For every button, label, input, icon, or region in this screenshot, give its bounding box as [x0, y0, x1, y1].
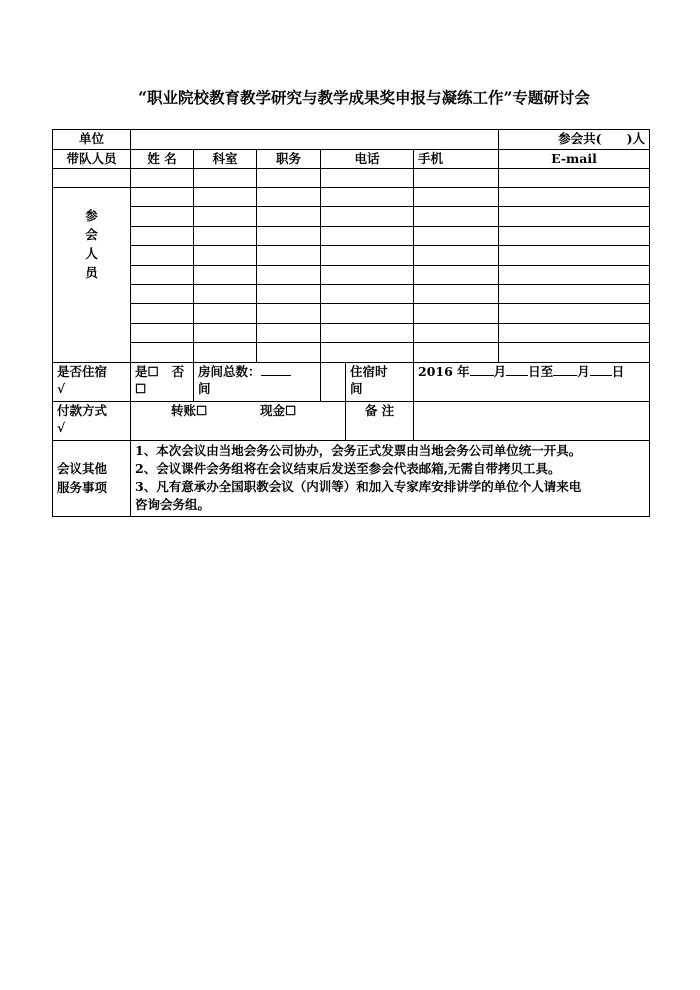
attendee-row [53, 323, 650, 342]
attendee-email-cell[interactable] [499, 284, 650, 303]
attendee-position-cell[interactable] [257, 323, 321, 342]
col-phone-header: 电话 [321, 150, 414, 169]
attendee-name-cell[interactable] [131, 207, 194, 226]
attendee-mobile-cell[interactable] [414, 304, 499, 323]
services-notes [131, 440, 650, 516]
lodging-time-label: 住宿时 间 [346, 362, 414, 401]
attendee-phone-cell[interactable] [321, 323, 414, 342]
leader-entry-row [53, 169, 650, 188]
attendee-mobile-cell[interactable] [414, 323, 499, 342]
attendee-email-cell[interactable] [499, 323, 650, 342]
leader-name-cell[interactable] [131, 169, 194, 188]
attendee-position-cell[interactable] [257, 188, 321, 207]
attendee-dept-cell[interactable] [194, 207, 257, 226]
attendee-email-cell[interactable] [499, 207, 650, 226]
cash-checkbox[interactable]: 现金☐ [259, 402, 297, 418]
attendee-phone-cell[interactable] [321, 304, 414, 323]
day2-label: 日 [611, 363, 625, 379]
day2-blank[interactable] [590, 363, 612, 376]
room-count-cell[interactable] [194, 362, 321, 401]
attendee-position-cell[interactable] [257, 207, 321, 226]
month2-label: 月 [577, 363, 590, 379]
day-blank[interactable] [506, 363, 528, 376]
leader-phone-cell[interactable] [321, 169, 414, 188]
attendee-dept-cell[interactable] [194, 284, 257, 303]
attendee-mobile-cell[interactable] [414, 226, 499, 245]
payment-label: 付款方式 √ [53, 401, 131, 440]
attendee-name-cell[interactable] [131, 265, 194, 284]
attendee-count-label[interactable]: 参会共( )人 [499, 130, 650, 150]
col-mobile-header: 手机 [414, 150, 499, 169]
attendee-row [53, 188, 650, 207]
attendee-email-cell[interactable] [499, 226, 650, 245]
month-blank[interactable] [470, 363, 494, 376]
service-note: 2、会议课件会务组将在会议结束后发送至参会代表邮箱,无需自带拷贝工具。 [135, 460, 561, 476]
col-name-header: 姓 名 [131, 150, 194, 169]
lodging-yes-no[interactable] [131, 362, 194, 401]
month-label: 月 [493, 363, 507, 379]
payment-options [131, 401, 346, 440]
attendee-dept-cell[interactable] [194, 304, 257, 323]
attendee-phone-cell[interactable] [321, 226, 414, 245]
transfer-checkbox[interactable]: 转账☐ [171, 402, 208, 418]
attendee-name-cell[interactable] [131, 188, 194, 207]
attendee-phone-cell[interactable] [321, 207, 414, 226]
leader-position-cell[interactable] [257, 169, 321, 188]
lodging-yes-checkbox[interactable]: 是☐ [135, 363, 159, 379]
lodging-label: 是否住宿 √ [53, 362, 131, 401]
services-row [53, 440, 650, 516]
attendee-name-cell[interactable] [131, 304, 194, 323]
attendee-row [53, 207, 650, 226]
attendee-mobile-cell[interactable] [414, 246, 499, 265]
payment-row [53, 401, 650, 440]
leader-email-cell[interactable] [499, 169, 650, 188]
attendee-row [53, 265, 650, 284]
attendee-mobile-cell[interactable] [414, 188, 499, 207]
attendee-email-cell[interactable] [499, 304, 650, 323]
lodging-date-cell[interactable] [414, 362, 650, 401]
attendee-dept-cell[interactable] [194, 343, 257, 362]
attendee-row [53, 343, 650, 362]
room-count-blank[interactable] [261, 363, 291, 376]
remarks-label: 备 注 [346, 401, 414, 440]
attendee-name-cell[interactable] [131, 284, 194, 303]
attendee-mobile-cell[interactable] [414, 284, 499, 303]
attendee-position-cell[interactable] [257, 343, 321, 362]
attendee-phone-cell[interactable] [321, 246, 414, 265]
service-note: 1、本次会议由当地会务公司协办，会务正式发票由当地会务公司单位统一开具。 [135, 442, 582, 458]
service-note: 咨询会务组。 [135, 496, 211, 512]
lodging-spacer-cell [321, 362, 346, 401]
remarks-input-cell[interactable] [414, 401, 650, 440]
month2-blank[interactable] [553, 363, 577, 376]
room-count-label: 房间总数： [198, 363, 261, 379]
attendee-row [53, 226, 650, 245]
attendee-phone-cell[interactable] [321, 284, 414, 303]
attendees-label: 参 会 人 员 [53, 188, 131, 363]
attendee-position-cell[interactable] [257, 246, 321, 265]
attendee-phone-cell[interactable] [321, 265, 414, 284]
col-dept-header: 科室 [194, 150, 257, 169]
lodging-no-label: 否 [171, 363, 185, 379]
attendee-name-cell[interactable] [131, 323, 194, 342]
attendee-email-cell[interactable] [499, 246, 650, 265]
attendee-position-cell[interactable] [257, 265, 321, 284]
attendee-phone-cell[interactable] [321, 343, 414, 362]
service-note: 3、凡有意承办全国职教会议（内训等）和加入专家库安排讲学的单位个人请来电 [135, 478, 582, 494]
attendee-mobile-cell[interactable] [414, 343, 499, 362]
attendee-email-cell[interactable] [499, 265, 650, 284]
leader-label: 带队人员 [53, 150, 131, 169]
col-email-header: E-mail [499, 150, 650, 169]
attendee-name-cell[interactable] [131, 343, 194, 362]
leader-dept-cell[interactable] [194, 169, 257, 188]
day-to-label: 日至 [528, 363, 554, 379]
attendee-dept-cell[interactable] [194, 323, 257, 342]
attendee-position-cell[interactable] [257, 284, 321, 303]
leader-mobile-cell[interactable] [414, 169, 499, 188]
attendee-email-cell[interactable] [499, 188, 650, 207]
attendee-mobile-cell[interactable] [414, 207, 499, 226]
services-label: 会议其他 服务事项 [53, 440, 131, 516]
attendee-dept-cell[interactable] [194, 246, 257, 265]
room-count-suffix: 间 [198, 380, 211, 396]
unit-row [53, 130, 650, 150]
attendee-position-cell[interactable] [257, 226, 321, 245]
attendee-name-cell[interactable] [131, 246, 194, 265]
unit-label: 单位 [53, 130, 131, 150]
unit-input-cell[interactable] [131, 130, 499, 150]
attendee-phone-cell[interactable] [321, 188, 414, 207]
attendee-position-cell[interactable] [257, 304, 321, 323]
registration-form-table [52, 129, 650, 517]
leader-label-continuation [53, 169, 131, 188]
attendee-row [53, 284, 650, 303]
lodging-no-checkbox[interactable]: ☐ [135, 380, 147, 396]
attendee-name-cell[interactable] [131, 226, 194, 245]
attendee-row [53, 304, 650, 323]
lodging-row [53, 362, 650, 401]
col-position-header: 职务 [257, 150, 321, 169]
attendee-dept-cell[interactable] [194, 265, 257, 284]
attendee-mobile-cell[interactable] [414, 265, 499, 284]
attendee-row [53, 246, 650, 265]
lodging-year: 2016 年 [418, 363, 470, 379]
form-title: “职业院校教育教学研究与教学成果奖申报与凝练工作”专题研讨会 [138, 88, 590, 107]
attendee-dept-cell[interactable] [194, 226, 257, 245]
attendee-dept-cell[interactable] [194, 188, 257, 207]
header-row [53, 150, 650, 169]
attendee-email-cell[interactable] [499, 343, 650, 362]
